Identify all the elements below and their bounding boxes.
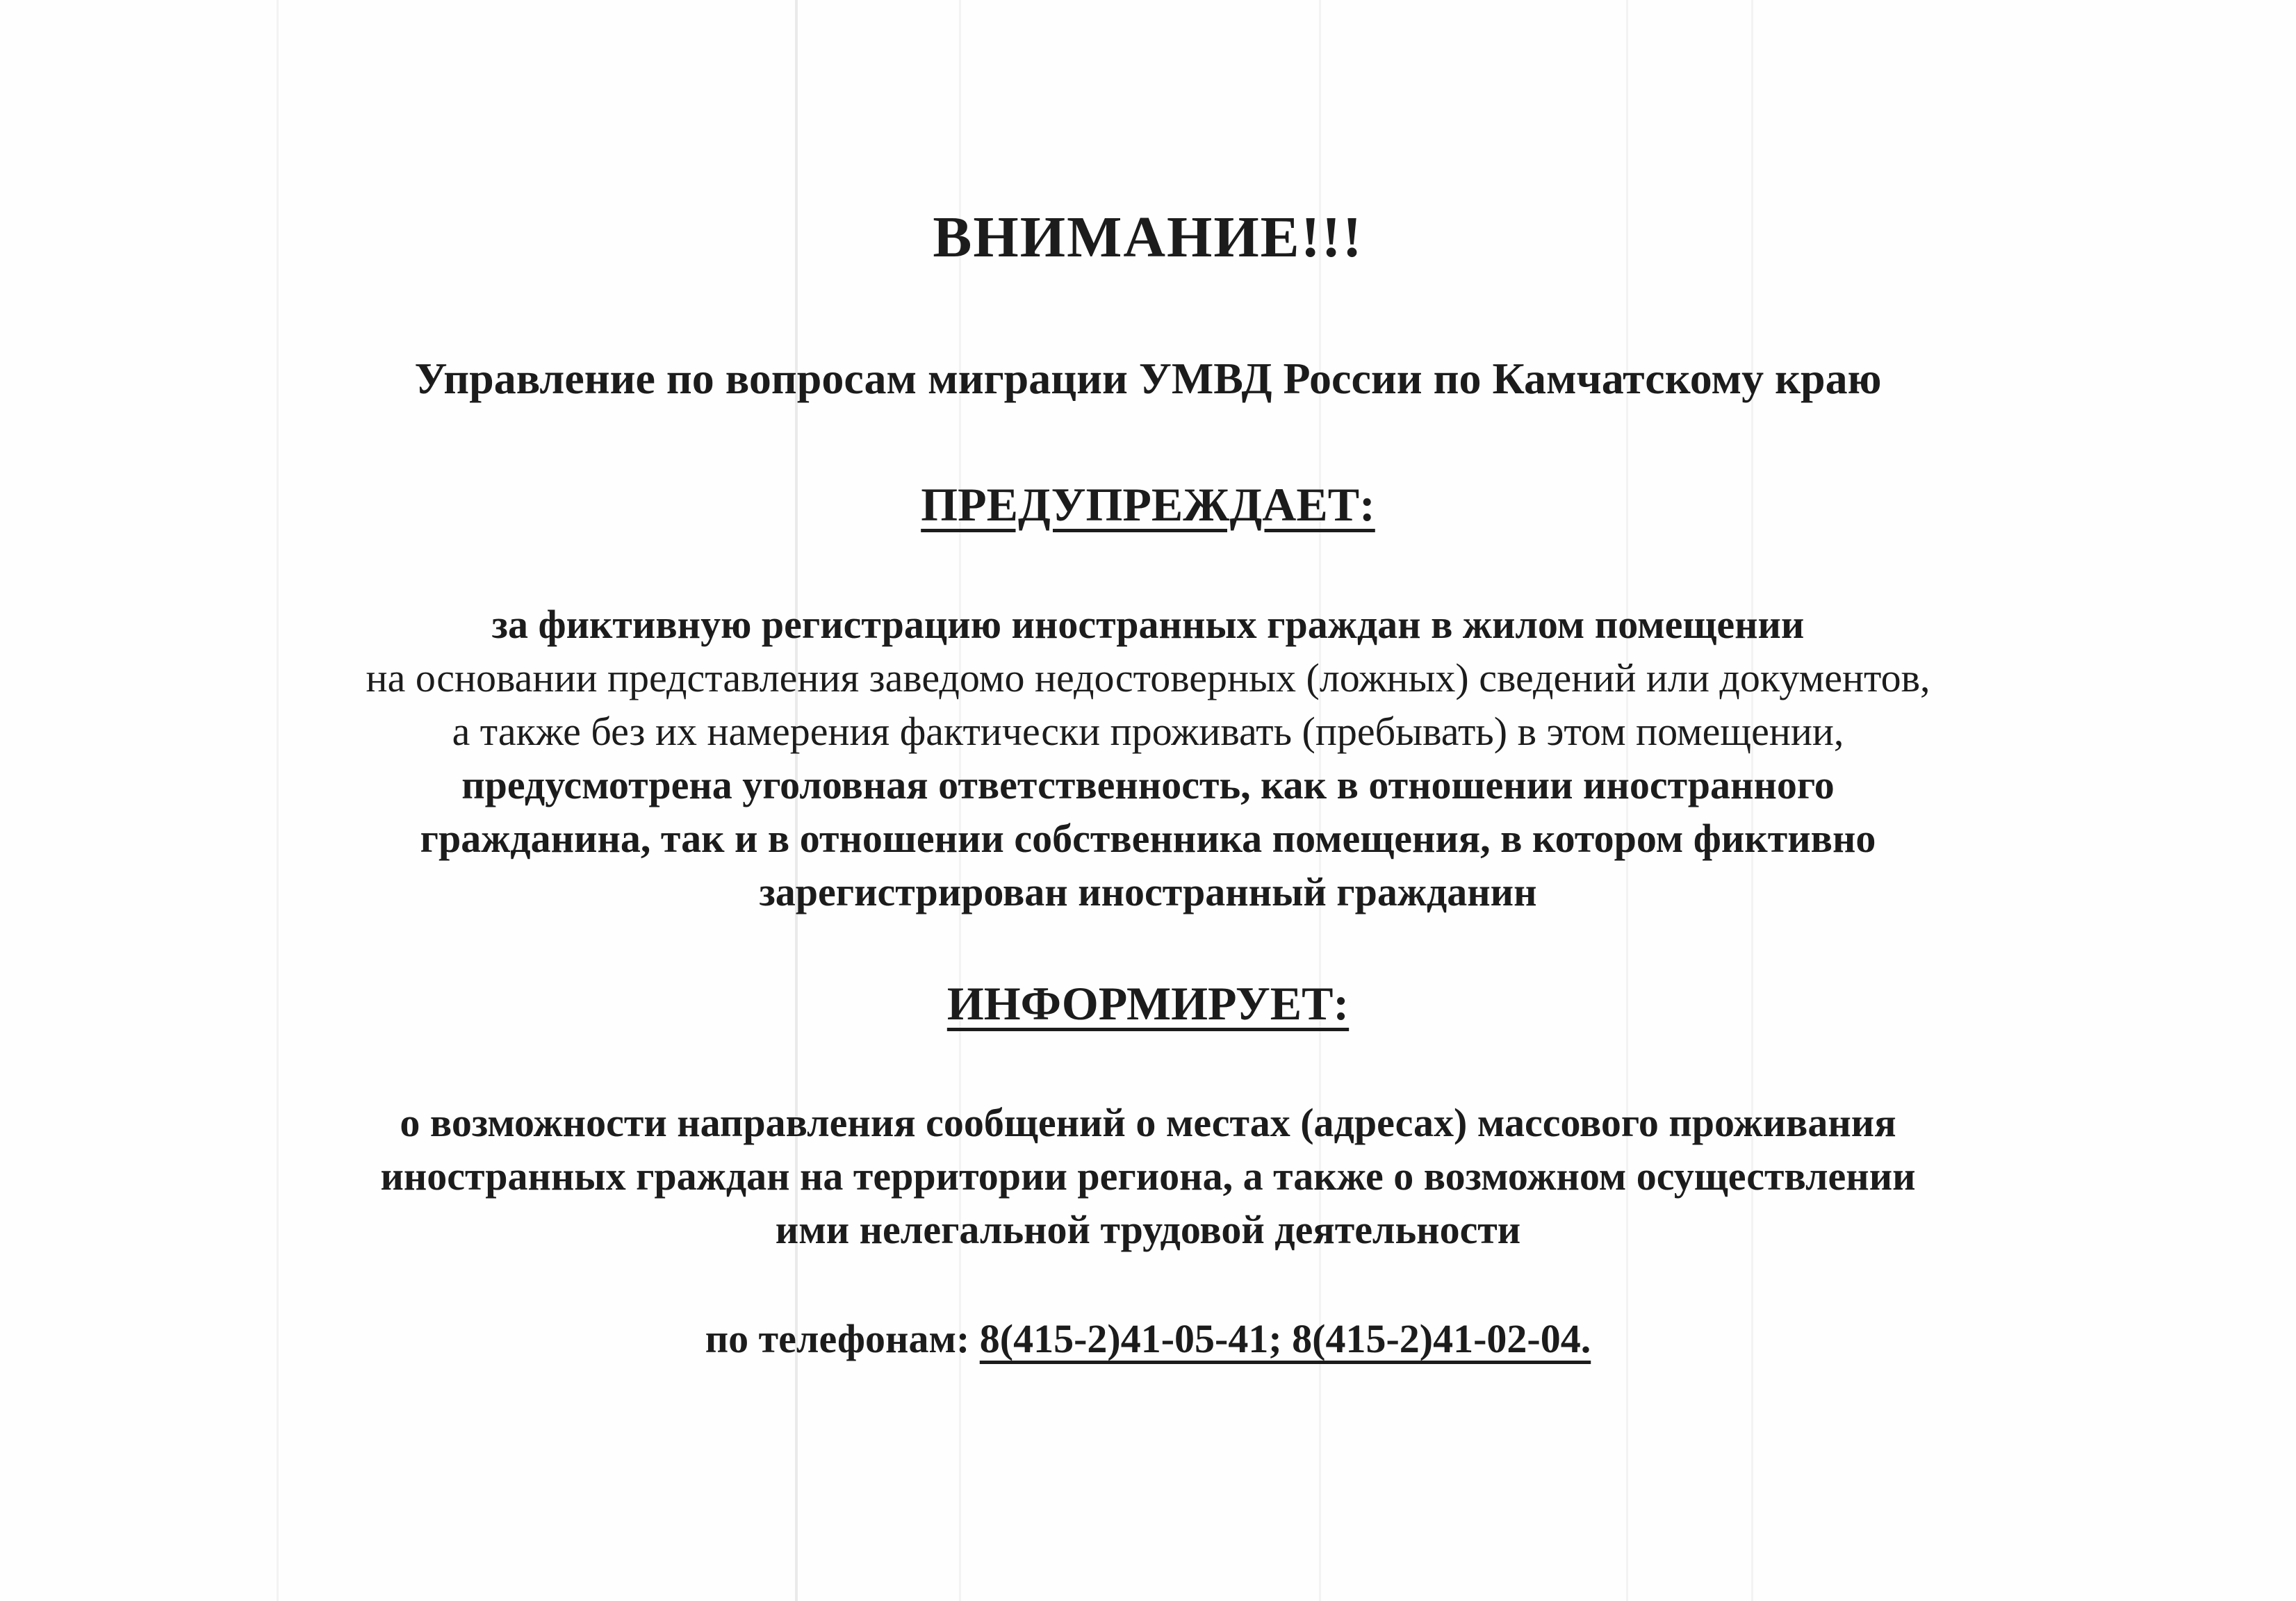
- warning-line: зарегистрирован иностранный гражданин: [759, 869, 1537, 914]
- info-line: иностранных граждан на территории региона, а также о возможном осуществлении: [380, 1153, 1916, 1199]
- authority-name: Управление по вопросам миграции УМВД России по Камчатскому краю: [414, 354, 1882, 403]
- phones-line: [0, 1316, 2296, 1361]
- informs-heading-text: ИНФОРМИРУЕТ:: [946, 977, 1350, 1030]
- warns-heading: [0, 478, 2296, 531]
- phones-label: по телефонам:: [705, 1316, 970, 1361]
- warning-line: а также без их намерения фактически проживать (пребывать) в этом помещении,: [452, 709, 1844, 754]
- phone-numbers: 8(415-2)41-05-41; 8(415-2)41-02-04.: [979, 1316, 1591, 1361]
- info-line: ими нелегальной трудовой деятельности: [775, 1207, 1521, 1252]
- informs-heading: [0, 977, 2296, 1030]
- warning-line: за фиктивную регистрацию иностранных граждан в жилом помещении: [491, 602, 1805, 647]
- warning-line: гражданина, так и в отношении собственника помещения, в котором фиктивно: [420, 816, 1876, 861]
- info-line: о возможности направления сообщений о местах (адресах) массового проживания: [400, 1100, 1896, 1145]
- notice-title: ВНИМАНИЕ!!!: [933, 205, 1363, 270]
- warns-heading-text: ПРЕДУПРЕЖДАЕТ:: [921, 478, 1375, 531]
- warning-line: предусмотрена уголовная ответственность, как в отношении иностранного: [461, 762, 1835, 807]
- warning-line: на основании представления заведомо недостоверных (ложных) сведений или документов,: [366, 655, 1930, 700]
